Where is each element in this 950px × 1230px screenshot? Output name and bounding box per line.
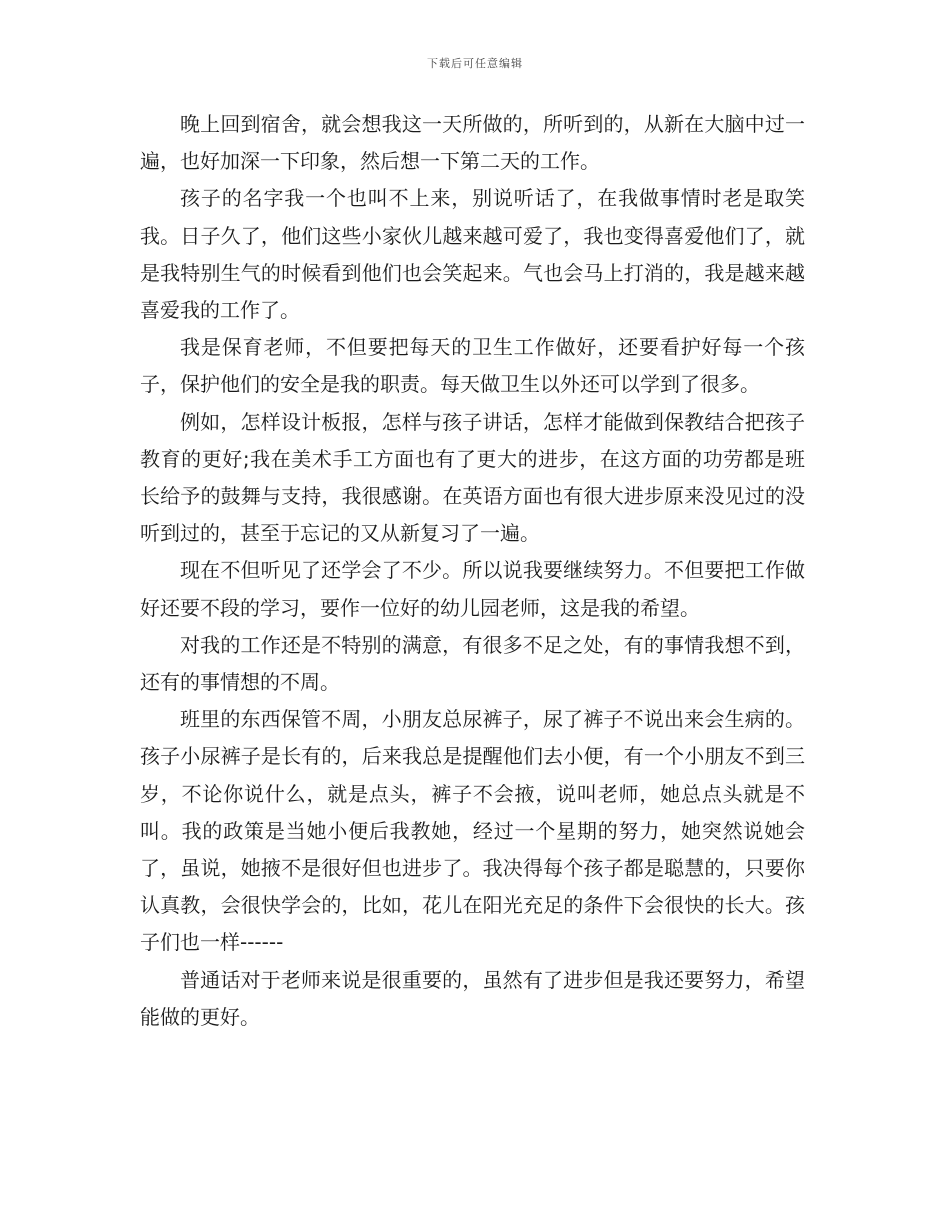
page-header: 下载后可任意编辑 <box>427 57 523 70</box>
document-body <box>140 106 805 1036</box>
paragraph: 普通话对于老师来说是很重要的，虽然有了进步但是我还要努力，希望能做的更好。 <box>140 967 805 1029</box>
paragraph: 晚上回到宿舍，就会想我这一天所做的，所听到的，从新在大脑中过一遍，也好加深一下印象，然后想一下第二天的工作。 <box>140 112 805 174</box>
paragraph: 现在不但听见了还学会了不少。所以说我要继续努力。不但要把工作做好还要不段的学习，要作一位好的幼儿园老师，这是我的希望。 <box>140 558 805 620</box>
paragraph: 孩子的名字我一个也叫不上来，别说听话了，在我做事情时老是取笑我。日子久了，他们这些小家伙儿越来越可爱了，我也变得喜爱他们了，就是我特别生气的时候看到他们也会笑起来。气也会马上打消的，我是越来越喜爱我的工作了。 <box>140 186 805 323</box>
paragraph: 例如，怎样设计板报，怎样与孩子讲话，怎样才能做到保教结合把孩子教育的更好;我在美术手工方面也有了更大的进步，在这方面的功劳都是班长给予的鼓舞与支持，我很感谢。在英语方面也有很大进步原来没见过的没听到过的，甚至于忘记的又从新复习了一遍。 <box>140 409 805 546</box>
paragraph: 我是保育老师，不但要把每天的卫生工作做好，还要看护好每一个孩子，保护他们的安全是我的职责。每天做卫生以外还可以学到了很多。 <box>140 335 805 397</box>
paragraph: 对我的工作还是不特别的满意，有很多不足之处，有的事情我想不到，还有的事情想的不周。 <box>140 632 805 695</box>
paragraph: 班里的东西保管不周，小朋友总尿裤子，尿了裤子不说出来会生病的。孩子小尿裤子是长有的，后来我总是提醒他们去小便，有一个小朋友不到三岁，不论你说什么，就是点头，裤子不会掖，说叫老师，她总点头就是不叫。我的政策是当她小便后我教她，经过一个星期的努力，她突然说她会了，虽说，她掖不是很好但也进步了。我决得每个孩子都是聪慧的，只要你认真教，会很快学会的，比如，花儿在阳光充足的条件下会很快的长大。孩子们也一样------ <box>140 707 805 955</box>
